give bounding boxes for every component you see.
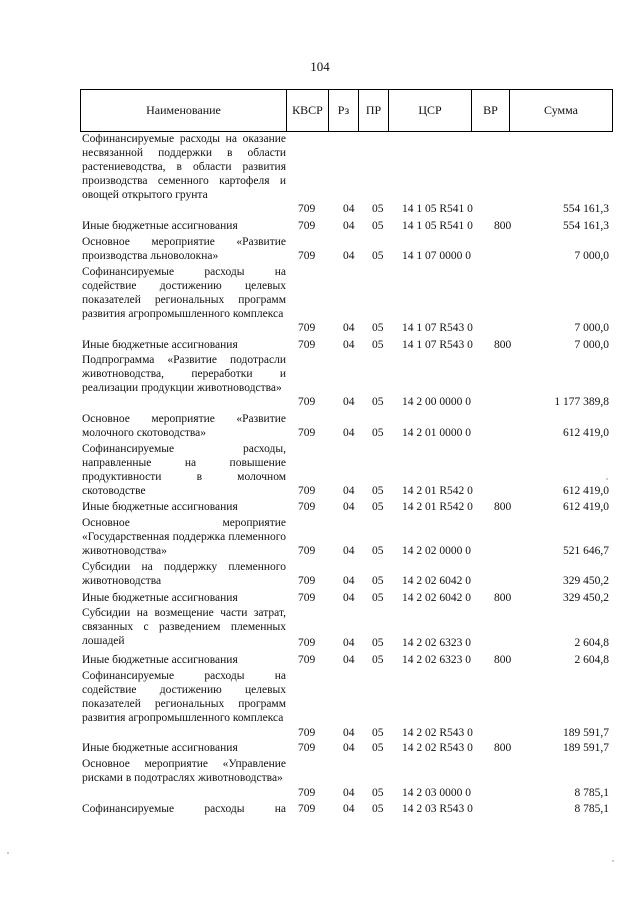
row-csr: 14 2 02 R543 0 [402, 727, 473, 739]
row-name: Софинансируемые расходы на содействие достижению целевых показателей региональных программ развития агропромышленного комплекса [82, 266, 286, 320]
row-pr: 05 [372, 787, 384, 799]
row-pr: 05 [372, 637, 384, 649]
row-name: Иные бюджетные ассигнования [82, 339, 238, 351]
row-name: Основное мероприятие «Развитие молочного скотоводства» [82, 413, 286, 439]
row-sum: 7 000,0 [574, 339, 609, 351]
row-rz: 04 [343, 637, 355, 649]
row-pr: 05 [372, 339, 384, 351]
table-row [0, 669, 640, 741]
column-header-name: Наименование [146, 103, 221, 117]
table-row [0, 132, 640, 217]
table-row [0, 265, 640, 337]
table-row [0, 442, 640, 500]
row-name: Софинансируемые расходы на [82, 803, 286, 815]
row-pr: 05 [372, 396, 384, 408]
row-csr: 14 2 02 R543 0 [402, 742, 473, 754]
column-header-sum: Сумма [509, 90, 612, 131]
row-name: Основное мероприятие «Государственная поддержка племенного животноводства» [82, 517, 286, 557]
row-csr: 14 2 01 R542 0 [402, 485, 473, 497]
row-kvsr: 709 [298, 485, 316, 497]
row-name: Софинансируемые расходы на содействие достижению целевых показателей региональных программ развития агропромышленного комплекса [82, 670, 286, 724]
table-row [0, 353, 640, 411]
row-rz: 04 [343, 787, 355, 799]
row-csr: 14 2 02 6042 0 [402, 592, 471, 604]
row-name: Иные бюджетные ассигнования [82, 654, 238, 666]
row-sum: 189 591,7 [563, 742, 609, 754]
table-row [0, 653, 640, 669]
row-csr: 14 2 02 6323 0 [402, 654, 471, 666]
row-kvsr: 709 [298, 322, 316, 334]
row-kvsr: 709 [298, 654, 316, 666]
row-csr: 14 1 05 R541 0 [402, 220, 473, 232]
row-name: Иные бюджетные ассигнования [82, 220, 238, 232]
row-pr: 05 [372, 203, 384, 215]
row-csr: 14 1 07 R543 0 [402, 339, 473, 351]
row-kvsr: 709 [298, 575, 316, 587]
table-row [0, 802, 640, 818]
row-sum: 612 419,0 [563, 485, 609, 497]
row-rz: 04 [343, 654, 355, 666]
row-kvsr: 709 [298, 787, 316, 799]
column-header-kvsr: КВСР [286, 90, 328, 131]
row-sum: 2 604,8 [574, 637, 609, 649]
row-name: Иные бюджетные ассигнования [82, 742, 238, 754]
row-sum: 8 785,1 [574, 787, 609, 799]
column-header-csr: ЦСР [388, 90, 471, 131]
row-kvsr: 709 [298, 250, 316, 262]
row-kvsr: 709 [298, 339, 316, 351]
column-header-vr: ВР [471, 90, 509, 131]
row-csr: 14 2 03 R543 0 [402, 803, 473, 815]
row-sum: 521 646,7 [563, 545, 609, 557]
row-csr: 14 2 02 6323 0 [402, 637, 471, 649]
row-pr: 05 [372, 742, 384, 754]
row-csr: 14 2 03 0000 0 [402, 787, 471, 799]
scan-speck [7, 852, 9, 854]
row-name: Субсидии на поддержку племенного животноводства [82, 561, 286, 587]
row-kvsr: 709 [298, 637, 316, 649]
row-pr: 05 [372, 575, 384, 587]
column-header-pr: ПР [358, 90, 388, 131]
row-sum: 329 450,2 [563, 575, 609, 587]
row-rz: 04 [343, 339, 355, 351]
row-csr: 14 1 07 R543 0 [402, 322, 473, 334]
row-name: Иные бюджетные ассигнования [82, 592, 238, 604]
row-kvsr: 709 [298, 501, 316, 513]
row-sum: 8 785,1 [574, 803, 609, 815]
row-pr: 05 [372, 322, 384, 334]
scan-speck [612, 860, 614, 862]
row-name: Софинансируемые расходы на оказание несвязанной поддержки в области растениеводства, в области развития производства семенного картофеля и овощей открытого грунта [82, 133, 286, 201]
row-rz: 04 [343, 203, 355, 215]
table-row [0, 500, 640, 516]
table-row [0, 235, 640, 265]
table-row [0, 757, 640, 801]
row-rz: 04 [343, 220, 355, 232]
row-sum: 329 450,2 [563, 592, 609, 604]
row-name: Софинансируемые расходы, направленные на повышение продуктивности в молочном скотоводстве [82, 443, 286, 497]
row-csr: 14 2 00 0000 0 [402, 396, 471, 408]
page-number: 104 [310, 59, 330, 74]
row-csr: 14 1 07 0000 0 [402, 250, 471, 262]
row-rz: 04 [343, 396, 355, 408]
table-row [0, 591, 640, 607]
row-name: Подпрограмма «Развитие подотрасли животноводства, переработки и реализации продукции животноводства» [82, 354, 286, 394]
row-sum: 612 419,0 [563, 501, 609, 513]
row-pr: 05 [372, 250, 384, 262]
row-kvsr: 709 [298, 203, 316, 215]
row-pr: 05 [372, 592, 384, 604]
row-rz: 04 [343, 250, 355, 262]
row-rz: 04 [343, 501, 355, 513]
row-csr: 14 2 02 0000 0 [402, 545, 471, 557]
column-header-rz: Рз [328, 90, 358, 131]
row-pr: 05 [372, 654, 384, 666]
row-csr: 14 2 02 6042 0 [402, 575, 471, 587]
row-rz: 04 [343, 427, 355, 439]
row-name: Субсидии на возмещение части затрат, связанных с разведением племенных лошадей [82, 607, 286, 647]
table-row [0, 606, 640, 650]
table-header [80, 89, 613, 132]
row-rz: 04 [343, 803, 355, 815]
row-kvsr: 709 [298, 427, 316, 439]
row-rz: 04 [343, 727, 355, 739]
table-row [0, 741, 640, 757]
row-rz: 04 [343, 592, 355, 604]
row-sum: 612 419,0 [563, 427, 609, 439]
row-kvsr: 709 [298, 803, 316, 815]
row-vr: 800 [494, 501, 512, 513]
row-pr: 05 [372, 220, 384, 232]
row-pr: 05 [372, 427, 384, 439]
row-name: Основное мероприятие «Развитие производства льноволокна» [82, 236, 286, 262]
row-kvsr: 709 [298, 727, 316, 739]
table-row [0, 412, 640, 442]
table-row [0, 560, 640, 590]
row-rz: 04 [343, 742, 355, 754]
row-rz: 04 [343, 322, 355, 334]
row-name: Иные бюджетные ассигнования [82, 501, 238, 513]
row-kvsr: 709 [298, 220, 316, 232]
row-rz: 04 [343, 485, 355, 497]
row-pr: 05 [372, 727, 384, 739]
row-csr: 14 2 01 0000 0 [402, 427, 471, 439]
row-rz: 04 [343, 545, 355, 557]
table-row [0, 219, 640, 235]
scan-speck [606, 478, 608, 480]
row-kvsr: 709 [298, 396, 316, 408]
row-vr: 800 [494, 220, 512, 232]
row-sum: 7 000,0 [574, 250, 609, 262]
row-vr: 800 [494, 592, 512, 604]
row-sum: 189 591,7 [563, 727, 609, 739]
row-kvsr: 709 [298, 742, 316, 754]
row-sum: 554 161,3 [563, 220, 609, 232]
row-vr: 800 [494, 742, 512, 754]
row-name: Основное мероприятие «Управление рисками в подотраслях животноводства» [82, 758, 286, 784]
row-vr: 800 [494, 654, 512, 666]
row-csr: 14 2 01 R542 0 [402, 501, 473, 513]
table-row [0, 516, 640, 560]
row-sum: 2 604,8 [574, 654, 609, 666]
row-pr: 05 [372, 485, 384, 497]
row-vr: 800 [494, 339, 512, 351]
row-kvsr: 709 [298, 592, 316, 604]
row-csr: 14 1 05 R541 0 [402, 203, 473, 215]
row-pr: 05 [372, 803, 384, 815]
row-sum: 554 161,3 [563, 203, 609, 215]
row-kvsr: 709 [298, 545, 316, 557]
table-row [0, 338, 640, 354]
row-rz: 04 [343, 575, 355, 587]
row-sum: 1 177 389,8 [554, 396, 609, 408]
row-pr: 05 [372, 545, 384, 557]
row-pr: 05 [372, 501, 384, 513]
row-sum: 7 000,0 [574, 322, 609, 334]
